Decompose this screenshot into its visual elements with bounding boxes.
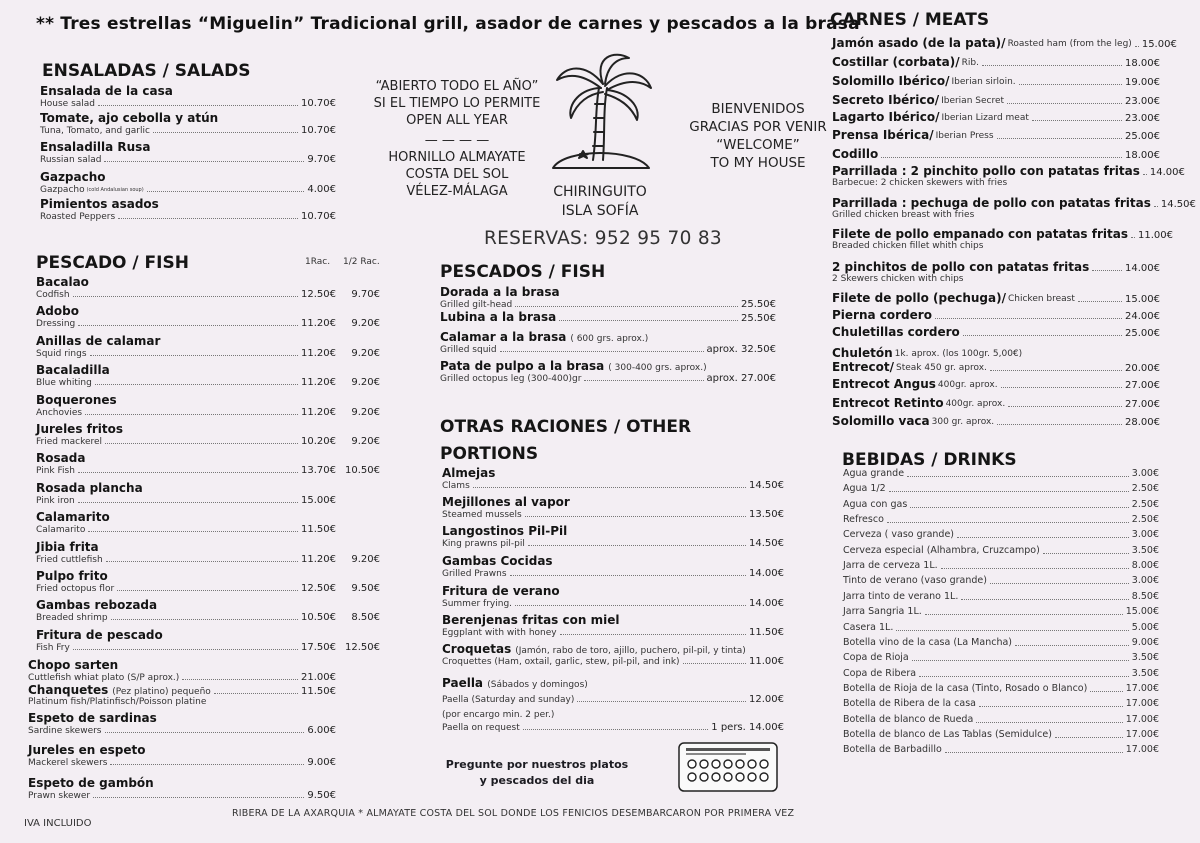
item-name: Dorada a la brasa <box>440 285 560 299</box>
item-note: ( 300-400 grs. aprox.) <box>608 363 707 373</box>
item-name: Pulpo frito <box>36 569 108 583</box>
item-sub: Mackerel skewers <box>28 758 108 768</box>
item-sub: Calamarito <box>36 525 86 536</box>
drink-name: Jarra tinto de verano 1L. <box>843 590 959 602</box>
item-sub: Grilled Prawns <box>442 569 507 579</box>
menu-item <box>442 524 784 549</box>
item-price: 11.20€ <box>301 347 336 359</box>
item-name: Lubina a la brasa <box>440 310 557 324</box>
item-note: ( 600 grs. aprox.) <box>570 334 649 344</box>
item-price: 25.50€ <box>741 313 776 324</box>
item-name: Chanquetes <box>28 683 109 697</box>
menu-item <box>28 683 336 707</box>
drink-item <box>843 591 1159 602</box>
menu-item <box>36 451 380 476</box>
item-name: Rosada plancha <box>36 480 143 495</box>
item-price: 25.00€ <box>1125 328 1160 339</box>
menu-item <box>832 196 1196 220</box>
menu-item <box>832 36 1177 50</box>
drink-price: 5.00€ <box>1131 621 1159 633</box>
item-price: 14.00€ <box>1149 167 1185 178</box>
item-price: 11.50€ <box>749 627 784 638</box>
menu-item <box>28 776 336 801</box>
item-name: Pata de pulpo a la brasa <box>440 359 605 373</box>
drink-name: Cerveza ( vaso grande) <box>843 529 954 541</box>
item-sub: 1k. aprox. (los 100gr. 5,00€) <box>894 349 1023 359</box>
item-sub: Blue whiting <box>36 378 92 389</box>
item-sub: 400gr. aprox. <box>945 399 1006 409</box>
drink-price: 8.50€ <box>1131 590 1159 602</box>
item-price: 19.00€ <box>1125 77 1160 88</box>
menu-item <box>28 658 336 683</box>
drink-price: 2.50€ <box>1131 483 1159 495</box>
drink-name: Jarra Sangria 1L. <box>843 606 922 618</box>
menu-item <box>36 598 380 623</box>
drink-price: 3.50€ <box>1131 544 1159 556</box>
drink-item <box>843 744 1159 755</box>
drink-name: Refresco <box>843 514 884 526</box>
pregunte-note: Pregunte por nuestros platos y pescados del dia <box>445 758 629 787</box>
carnes-title: CARNES / MEATS <box>830 10 990 30</box>
drink-price: 3.00€ <box>1131 468 1159 479</box>
item-sub: 400gr. aprox. <box>937 380 998 390</box>
menu-item <box>40 170 336 195</box>
drink-item <box>843 468 1159 479</box>
item-name: Gambas rebozada <box>36 598 158 613</box>
item-sub: Grilled squid <box>440 345 497 355</box>
menu-item <box>440 359 776 384</box>
drink-item <box>843 606 1159 617</box>
menu-item <box>36 275 380 300</box>
drink-price: 3.00€ <box>1131 529 1159 541</box>
item-price: aprox. 32.50€ <box>706 344 776 355</box>
item-note: (cold Andalusian soup) <box>86 187 144 193</box>
item-sub: Fish Fry <box>36 642 70 653</box>
drink-name: Botella de blanco de Rueda <box>843 713 974 725</box>
menu-item <box>36 304 380 329</box>
item-price: 15.00€ <box>301 494 336 506</box>
item-price: 9.70€ <box>307 154 336 165</box>
welcome-block: BIENVENIDOS GRACIAS POR VENIR “WELCOME” TO MY HOUSE <box>689 101 827 171</box>
item-sub: Iberian Lizard meat <box>941 113 1029 123</box>
item-name: Tomate, ajo cebolla y atún <box>40 111 219 125</box>
item-sub: Fried mackerel <box>36 437 103 447</box>
item-price: 14.00€ <box>749 598 784 609</box>
menu-item <box>442 554 784 579</box>
item-price: 4.00€ <box>307 184 336 195</box>
item-name: Costillar (corbata)/ <box>832 55 960 69</box>
menu-item <box>832 396 1160 410</box>
item-name: Ensaladilla Rusa <box>40 140 151 154</box>
item-price: 27.00€ <box>1125 399 1160 410</box>
drink-item <box>843 529 1159 540</box>
drink-price: 9.00€ <box>1131 636 1159 648</box>
item-sub: Squid rings <box>36 348 87 359</box>
item-price: 14.00€ <box>1125 263 1160 274</box>
item-sub: Pink Fish <box>36 466 75 477</box>
item-name: Boquerones <box>36 392 117 407</box>
item-price: 18.00€ <box>1125 58 1160 69</box>
drink-price: 17.00€ <box>1125 682 1159 694</box>
item-sub: Grilled gilt-head <box>440 300 513 310</box>
pescados-title: PESCADOS / FISH <box>440 262 606 282</box>
allergen-box-icon <box>678 742 778 792</box>
item-name: Bacaladilla <box>36 363 110 378</box>
item-name: Filete de pollo (pechuga)/ <box>832 291 1006 305</box>
menu-item <box>442 466 784 491</box>
menu-item <box>832 110 1160 124</box>
item-price: 17.50€ <box>301 641 336 653</box>
drink-name: Copa de Ribera <box>843 667 917 679</box>
item-price: 20.00€ <box>1125 363 1160 374</box>
item-name: Solomillo Ibérico/ <box>832 74 950 88</box>
item-name: Entrecot/ <box>832 360 895 374</box>
ensaladas-title: ENSALADAS / SALADS <box>42 61 251 81</box>
chiringuito-name: CHIRINGUITO ISLA SOFÍA <box>553 184 647 219</box>
item-name: Fritura de pescado <box>36 627 163 642</box>
drink-name: Botella de Ribera de la casa <box>843 698 976 710</box>
item-price: 12.50€ <box>301 583 336 594</box>
item-sub: Codfish <box>36 290 70 300</box>
menu-item <box>440 330 776 355</box>
item-price: 11.50€ <box>301 686 336 697</box>
item-price: 15.00€ <box>1125 294 1160 305</box>
item-sub: Gazpacho <box>40 185 85 195</box>
item-note: (Jamón, rabo de toro, ajillo, puchero, pil-pil, y tinta) <box>515 646 746 656</box>
item-sub: Roasted Peppers <box>40 212 116 222</box>
iva-incluido: IVA INCLUIDO <box>24 818 92 829</box>
menu-item <box>832 74 1160 88</box>
drink-price: 3.00€ <box>1131 575 1159 587</box>
menu-item <box>40 197 336 222</box>
menu-item <box>832 291 1160 305</box>
item-name: Chuletón <box>832 346 893 360</box>
item-sub: Pink iron <box>36 495 75 506</box>
menu-item <box>832 164 1185 188</box>
item-half-price: 9.20€ <box>351 553 380 565</box>
drink-item <box>843 483 1159 494</box>
menu-item <box>832 227 1173 251</box>
item-price: 13.50€ <box>749 509 784 520</box>
menu-item <box>832 325 1160 339</box>
item-name: Parrillada : pechuga de pollo con patatas fritas <box>832 196 1151 210</box>
item-price: 13.70€ <box>301 465 336 477</box>
menu-item <box>36 422 380 447</box>
pescado-title: PESCADO / FISH <box>36 253 189 273</box>
item-name: Gazpacho <box>40 170 106 184</box>
menu-item <box>28 711 336 736</box>
item-price: 25.00€ <box>1125 131 1160 142</box>
drink-price: 17.00€ <box>1125 744 1159 756</box>
item-sub: Sardine skewers <box>28 726 102 736</box>
otras-title: OTRAS RACIONES / OTHER PORTIONS <box>440 417 692 464</box>
item-price: 24.00€ <box>1125 311 1160 322</box>
drink-item <box>843 575 1159 586</box>
item-price: 14.50€ <box>1160 199 1196 210</box>
item-price: 11.00€ <box>749 656 784 667</box>
menu-item <box>832 55 1160 69</box>
menu-item <box>832 377 1160 391</box>
item-sub: Roasted ham (from the leg) <box>1007 39 1132 49</box>
item-name: Jamón asado (de la pata)/ <box>832 36 1006 50</box>
drink-item <box>843 668 1159 679</box>
item-name: Prensa Ibérica/ <box>832 128 934 142</box>
menu-item <box>442 495 784 520</box>
menu-item <box>832 147 1160 161</box>
item-sub: Steamed mussels <box>442 510 522 520</box>
item-name: Espeto de gambón <box>28 776 154 790</box>
item-sub: Platinum fish/Platinfisch/Poisson platine <box>28 697 207 707</box>
menu-item <box>832 128 1160 142</box>
drink-name: Copa de Rioja <box>843 652 909 664</box>
drink-item <box>843 652 1159 663</box>
item-sub: 2 Skewers chicken with chips <box>832 274 964 284</box>
item-price: 25.50€ <box>741 299 776 310</box>
item-sub: Iberian Secret <box>941 96 1005 106</box>
item-half-price: 8.50€ <box>351 612 380 624</box>
drink-item <box>843 714 1159 725</box>
drink-name: Botella de Barbadillo <box>843 744 942 756</box>
reservas-phone: RESERVAS: 952 95 70 83 <box>484 228 722 249</box>
item-name: Mejillones al vapor <box>442 495 570 509</box>
item-half-price: 9.20€ <box>351 436 380 447</box>
item-sub: Clams <box>442 481 470 491</box>
drink-name: Cerveza especial (Alhambra, Cruzcampo) <box>843 544 1040 556</box>
menu-item <box>832 360 1160 374</box>
menu-item <box>442 613 784 638</box>
item-name: Solomillo vaca <box>832 414 930 428</box>
item-half-price: 9.20€ <box>351 318 380 330</box>
item-name: Secreto Ibérico/ <box>832 93 940 107</box>
drink-price: 17.00€ <box>1125 713 1159 725</box>
item-half-price: 9.20€ <box>351 347 380 359</box>
item-price: 14.50€ <box>749 538 784 549</box>
paella-item: Paella (Sábados y domingos) Paella (Saturday and sunday) 12.00€ (por encargo min. 2 per.) Paella on request 1 pers. 14.00€ <box>442 676 784 733</box>
item-sub: Fried cuttlefish <box>36 554 103 565</box>
open-all-year-block: “ABIERTO TODO EL AÑO” SI EL TIEMPO LO PERMITE OPEN ALL YEAR — — — — HORNILLO ALMAYATE COSTA DEL SOL VÉLEZ-MÁLAGA <box>373 79 541 199</box>
item-name: Calamarito <box>36 510 110 525</box>
item-sub: Barbecue: 2 chicken skewers with fries <box>832 178 1008 188</box>
item-name: Espeto de sardinas <box>28 711 157 725</box>
drink-item <box>843 514 1159 525</box>
item-sub: Breaded shrimp <box>36 613 108 624</box>
item-sub: Iberian sirloin. <box>951 77 1016 87</box>
item-price: 14.50€ <box>749 480 784 491</box>
drink-item <box>843 637 1159 648</box>
item-sub: Iberian Press <box>935 131 994 141</box>
item-price: 11.20€ <box>301 406 336 418</box>
drink-name: Casera 1L. <box>843 621 894 633</box>
item-price: 15.00€ <box>1141 39 1177 50</box>
drink-price: 3.50€ <box>1131 652 1159 664</box>
menu-item <box>36 334 380 359</box>
bebidas-title: BEBIDAS / DRINKS <box>842 450 1017 470</box>
menu-item <box>440 285 776 310</box>
menu-item <box>36 540 380 565</box>
item-sub: Dressing <box>36 319 76 330</box>
item-price: 11.50€ <box>301 524 336 536</box>
item-name: Pimientos asados <box>40 197 159 211</box>
item-price: 9.50€ <box>307 790 336 801</box>
item-name: Anillas de calamar <box>36 333 161 348</box>
item-sub: 300 gr. aprox. <box>931 417 995 427</box>
col-half-rac-label: 1/2 Rac. <box>343 257 380 267</box>
menu-item <box>442 584 784 609</box>
drink-name: Agua con gas <box>843 498 908 510</box>
item-note: (Pez platino) pequeño <box>112 687 211 697</box>
item-name: Filete de pollo empanado con patatas fritas <box>832 227 1128 241</box>
drink-name: Agua 1/2 <box>843 483 886 495</box>
item-price: 10.70€ <box>301 125 336 136</box>
item-price: 14.00€ <box>749 568 784 579</box>
item-name: Jibia frita <box>36 539 99 554</box>
item-sub: Anchovies <box>36 407 83 418</box>
item-name: Gambas Cocidas <box>442 554 553 568</box>
drink-name: Agua grande <box>843 468 905 479</box>
item-name: Chopo sarten <box>28 658 119 672</box>
item-name: Calamar a la brasa <box>440 330 567 344</box>
drink-name: Botella de blanco de Las Tablas (Semidulce) <box>843 728 1052 740</box>
item-price: 12.50€ <box>301 289 336 300</box>
item-sub: Grilled chicken breast with fries <box>832 210 975 220</box>
item-half-price: 12.50€ <box>345 641 380 653</box>
item-name: Lagarto Ibérico/ <box>832 110 940 124</box>
item-sub: Prawn skewer <box>28 791 91 801</box>
item-price: 10.50€ <box>301 612 336 624</box>
item-half-price: 9.20€ <box>351 406 380 418</box>
drink-price: 17.00€ <box>1125 698 1159 710</box>
item-sub: Russian salad <box>40 155 102 165</box>
item-name: 2 pinchitos de pollo con patatas fritas <box>832 260 1090 274</box>
item-price: 11.00€ <box>1137 230 1173 241</box>
drink-price: 2.50€ <box>1131 498 1159 510</box>
item-half-price: 9.50€ <box>351 583 380 594</box>
col-1rac-label: 1Rac. <box>305 257 331 267</box>
item-name: Croquetas <box>442 642 512 656</box>
item-price: 28.00€ <box>1125 417 1160 428</box>
item-sub: House salad <box>40 99 95 109</box>
item-price: 10.70€ <box>301 98 336 109</box>
item-sub: Steak 450 gr. aprox. <box>896 363 987 373</box>
item-price: 11.20€ <box>301 377 336 389</box>
palm-island-icon <box>545 48 657 178</box>
item-price: 23.00€ <box>1125 113 1160 124</box>
item-price: aprox. 27.00€ <box>706 373 776 384</box>
menu-item <box>832 414 1160 428</box>
drink-item <box>843 729 1159 740</box>
drink-name: Botella vino de la casa (La Mancha) <box>843 636 1012 648</box>
item-name: Pierna cordero <box>832 308 932 322</box>
menu-item <box>832 93 1160 107</box>
menu-item <box>440 310 776 324</box>
menu-header: ** Tres estrellas “Miguelin” Tradicional grill, asador de carnes y pescados a la brasa <box>36 14 860 34</box>
item-price: 11.20€ <box>301 553 336 565</box>
item-sub: Summer frying. <box>442 599 513 609</box>
menu-item <box>36 628 380 653</box>
item-name: Parrillada : 2 pinchito pollo con patatas fritas <box>832 164 1140 178</box>
item-sub: Rib. <box>961 58 979 68</box>
item-half-price: 9.70€ <box>351 289 380 300</box>
drink-name: Tinto de verano (vaso grande) <box>843 575 987 587</box>
item-name: Berenjenas fritas con miel <box>442 613 620 627</box>
item-name: Bacalao <box>36 275 89 289</box>
item-price: 27.00€ <box>1125 380 1160 391</box>
drink-price: 2.50€ <box>1131 514 1159 526</box>
menu-item <box>28 743 336 768</box>
drink-price: 15.00€ <box>1125 606 1159 618</box>
menu-item <box>832 260 1160 284</box>
drink-item <box>843 560 1159 571</box>
item-name: Jureles en espeto <box>28 743 146 757</box>
item-name: Entrecot Retinto <box>832 396 944 410</box>
menu-item <box>442 642 784 667</box>
menu-item <box>36 481 380 506</box>
drink-price: 3.50€ <box>1131 667 1159 679</box>
item-sub: King prawns pil-pil <box>442 539 525 549</box>
drink-price: 17.00€ <box>1125 728 1159 740</box>
drink-name: Jarra de cerveza 1L. <box>843 560 938 572</box>
item-name: Chuletillas cordero <box>832 325 960 339</box>
item-price: 6.00€ <box>307 725 336 736</box>
item-half-price: 9.20€ <box>351 377 380 389</box>
drink-item <box>843 622 1159 633</box>
menu-item <box>36 393 380 418</box>
item-sub: Chicken breast <box>1007 294 1075 304</box>
item-sub: Croquettes (Ham, oxtail, garlic, stew, pil-pil, and ink) <box>442 657 680 667</box>
drink-name: Botella de Rioja de la casa (Tinto, Rosado o Blanco) <box>843 682 1088 694</box>
item-sub: Breaded chicken fillet whith chips <box>832 241 984 251</box>
item-sub: Tuna, Tomato, and garlic <box>40 126 150 136</box>
menu-item <box>40 84 336 109</box>
item-sub: Cuttlefish whiat plato (S/P aprox.) <box>28 673 180 683</box>
drink-price: 8.00€ <box>1131 560 1159 572</box>
item-half-price: 10.50€ <box>345 465 380 477</box>
menu-item <box>36 363 380 388</box>
item-price: 18.00€ <box>1125 150 1160 161</box>
item-name: Rosada <box>36 451 86 466</box>
item-price: 10.70€ <box>301 211 336 222</box>
menu-item <box>36 510 380 535</box>
item-name: Fritura de verano <box>442 584 560 598</box>
ribera-footer: RIBERA DE LA AXARQUIA * ALMAYATE COSTA DEL SOL DONDE LOS FENICIOS DESEMBARCARON POR PRIMERA VEZ <box>232 808 795 819</box>
item-price: 9.00€ <box>307 757 336 768</box>
item-price: 10.20€ <box>301 436 336 447</box>
item-name: Jureles fritos <box>36 422 124 436</box>
drink-item <box>843 545 1159 556</box>
drink-item <box>843 499 1159 510</box>
item-name: Adobo <box>36 304 79 319</box>
item-price: 23.00€ <box>1125 96 1160 107</box>
menu-item <box>40 140 336 165</box>
item-name: Entrecot Angus <box>832 377 936 391</box>
item-sub: Grilled octopus leg (300-400)gr <box>440 374 582 384</box>
item-price: 21.00€ <box>301 672 336 683</box>
item-sub: Eggplant with with honey <box>442 628 557 638</box>
menu-item <box>36 569 380 594</box>
menu-item <box>832 308 1160 322</box>
menu-item <box>40 111 336 136</box>
item-name: Almejas <box>442 466 496 480</box>
item-name: Ensalada de la casa <box>40 84 173 98</box>
item-price: 11.20€ <box>301 318 336 330</box>
item-name: Codillo <box>832 147 879 161</box>
item-sub: Fried octopus flor <box>36 584 115 594</box>
item-name: Langostinos Pil-Pil <box>442 524 568 538</box>
drink-item <box>843 683 1159 694</box>
menu-item <box>832 346 1160 360</box>
drink-item <box>843 698 1159 709</box>
